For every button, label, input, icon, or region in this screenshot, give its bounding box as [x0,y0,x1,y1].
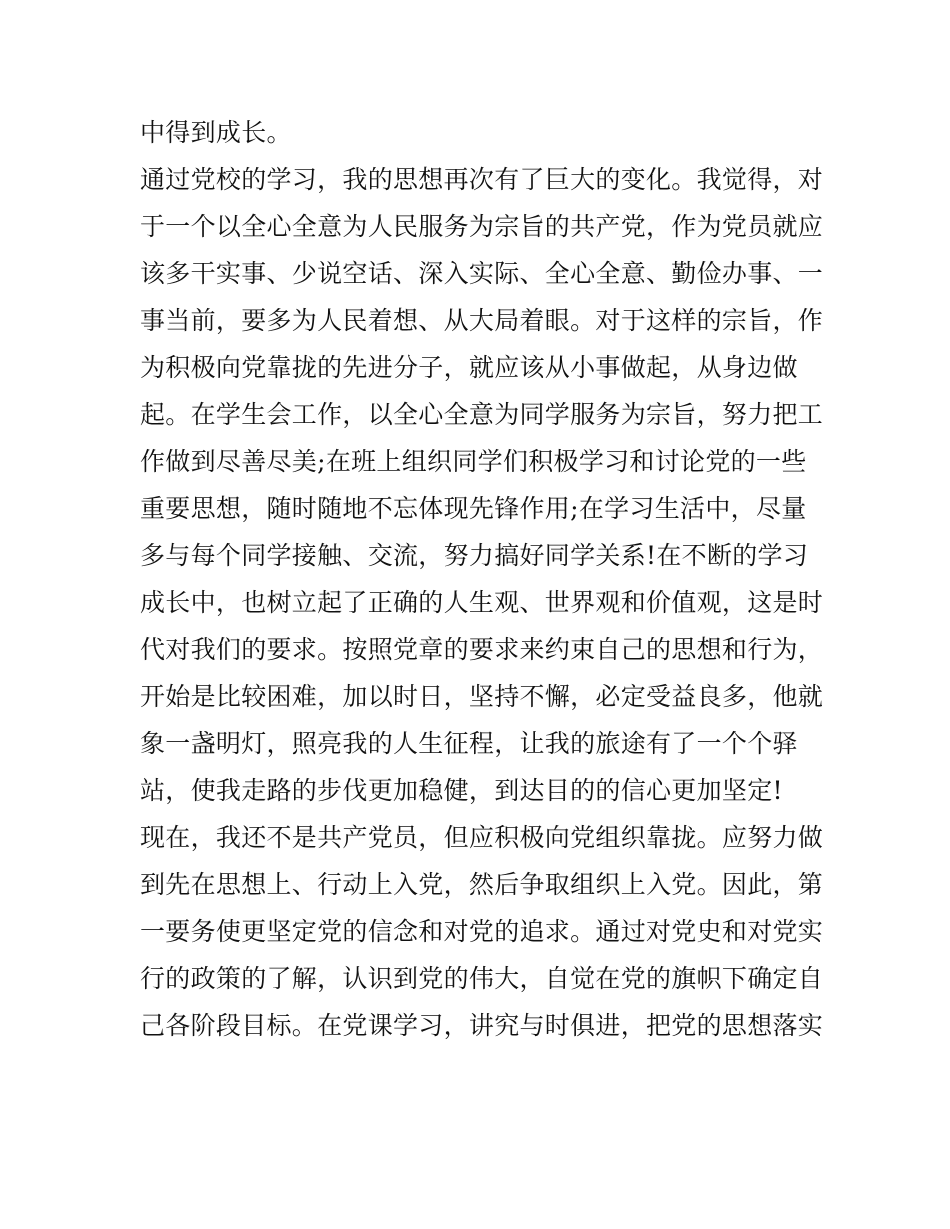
text-line: 现在，我还不是共产党员，但应积极向党组织靠拢。应努力做 [140,823,824,852]
text-line: 代对我们的要求。按照党章的要求来约束自己的思想和行为， [140,635,824,664]
document-body [140,109,830,1049]
text-line: 中得到成长。 [140,118,292,147]
text-line: 重要思想，随时随地不忘体现先锋作用;在学习生活中，尽量 [140,494,807,523]
text-line: 到先在思想上、行动上入党，然后争取组织上入党。因此，第 [140,870,824,899]
text-line: 通过党校的学习，我的思想再次有了巨大的变化。我觉得，对 [140,165,824,194]
text-line: 于一个以全心全意为人民服务为宗旨的共产党，作为党员就应 [140,212,824,241]
text-line: 事当前，要多为人民着想、从大局着眼。对于这样的宗旨，作 [140,306,824,335]
text-line: 起。在学生会工作，以全心全意为同学服务为宗旨，努力把工 [140,400,824,429]
text-line: 成长中，也树立起了正确的人生观、世界观和价值观，这是时 [140,588,824,617]
text-line: 象一盏明灯，照亮我的人生征程，让我的旅途有了一个个驿 [140,729,798,758]
text-line: 为积极向党靠拢的先进分子，就应该从小事做起，从身边做 [140,353,798,382]
text-line: 该多干实事、少说空话、深入实际、全心全意、勤俭办事、一 [140,259,824,288]
text-line: 行的政策的了解，认识到党的伟大，自觉在党的旗帜下确定自 [140,964,824,993]
text-line: 作做到尽善尽美;在班上组织同学们积极学习和讨论党的一些 [140,447,807,476]
text-line: 多与每个同学接触、交流，努力搞好同学关系!在不断的学习 [140,541,809,570]
text-line: 站，使我走路的步伐更加稳健，到达目的的信心更加坚定! [140,776,783,805]
text-line: 己各阶段目标。在党课学习，讲究与时俱进，把党的思想落实 [140,1011,824,1040]
text-line: 一要务使更坚定党的信念和对党的追求。通过对党史和对党实 [140,917,824,946]
text-line: 开始是比较困难，加以时日，坚持不懈，必定受益良多，他就 [140,682,824,711]
